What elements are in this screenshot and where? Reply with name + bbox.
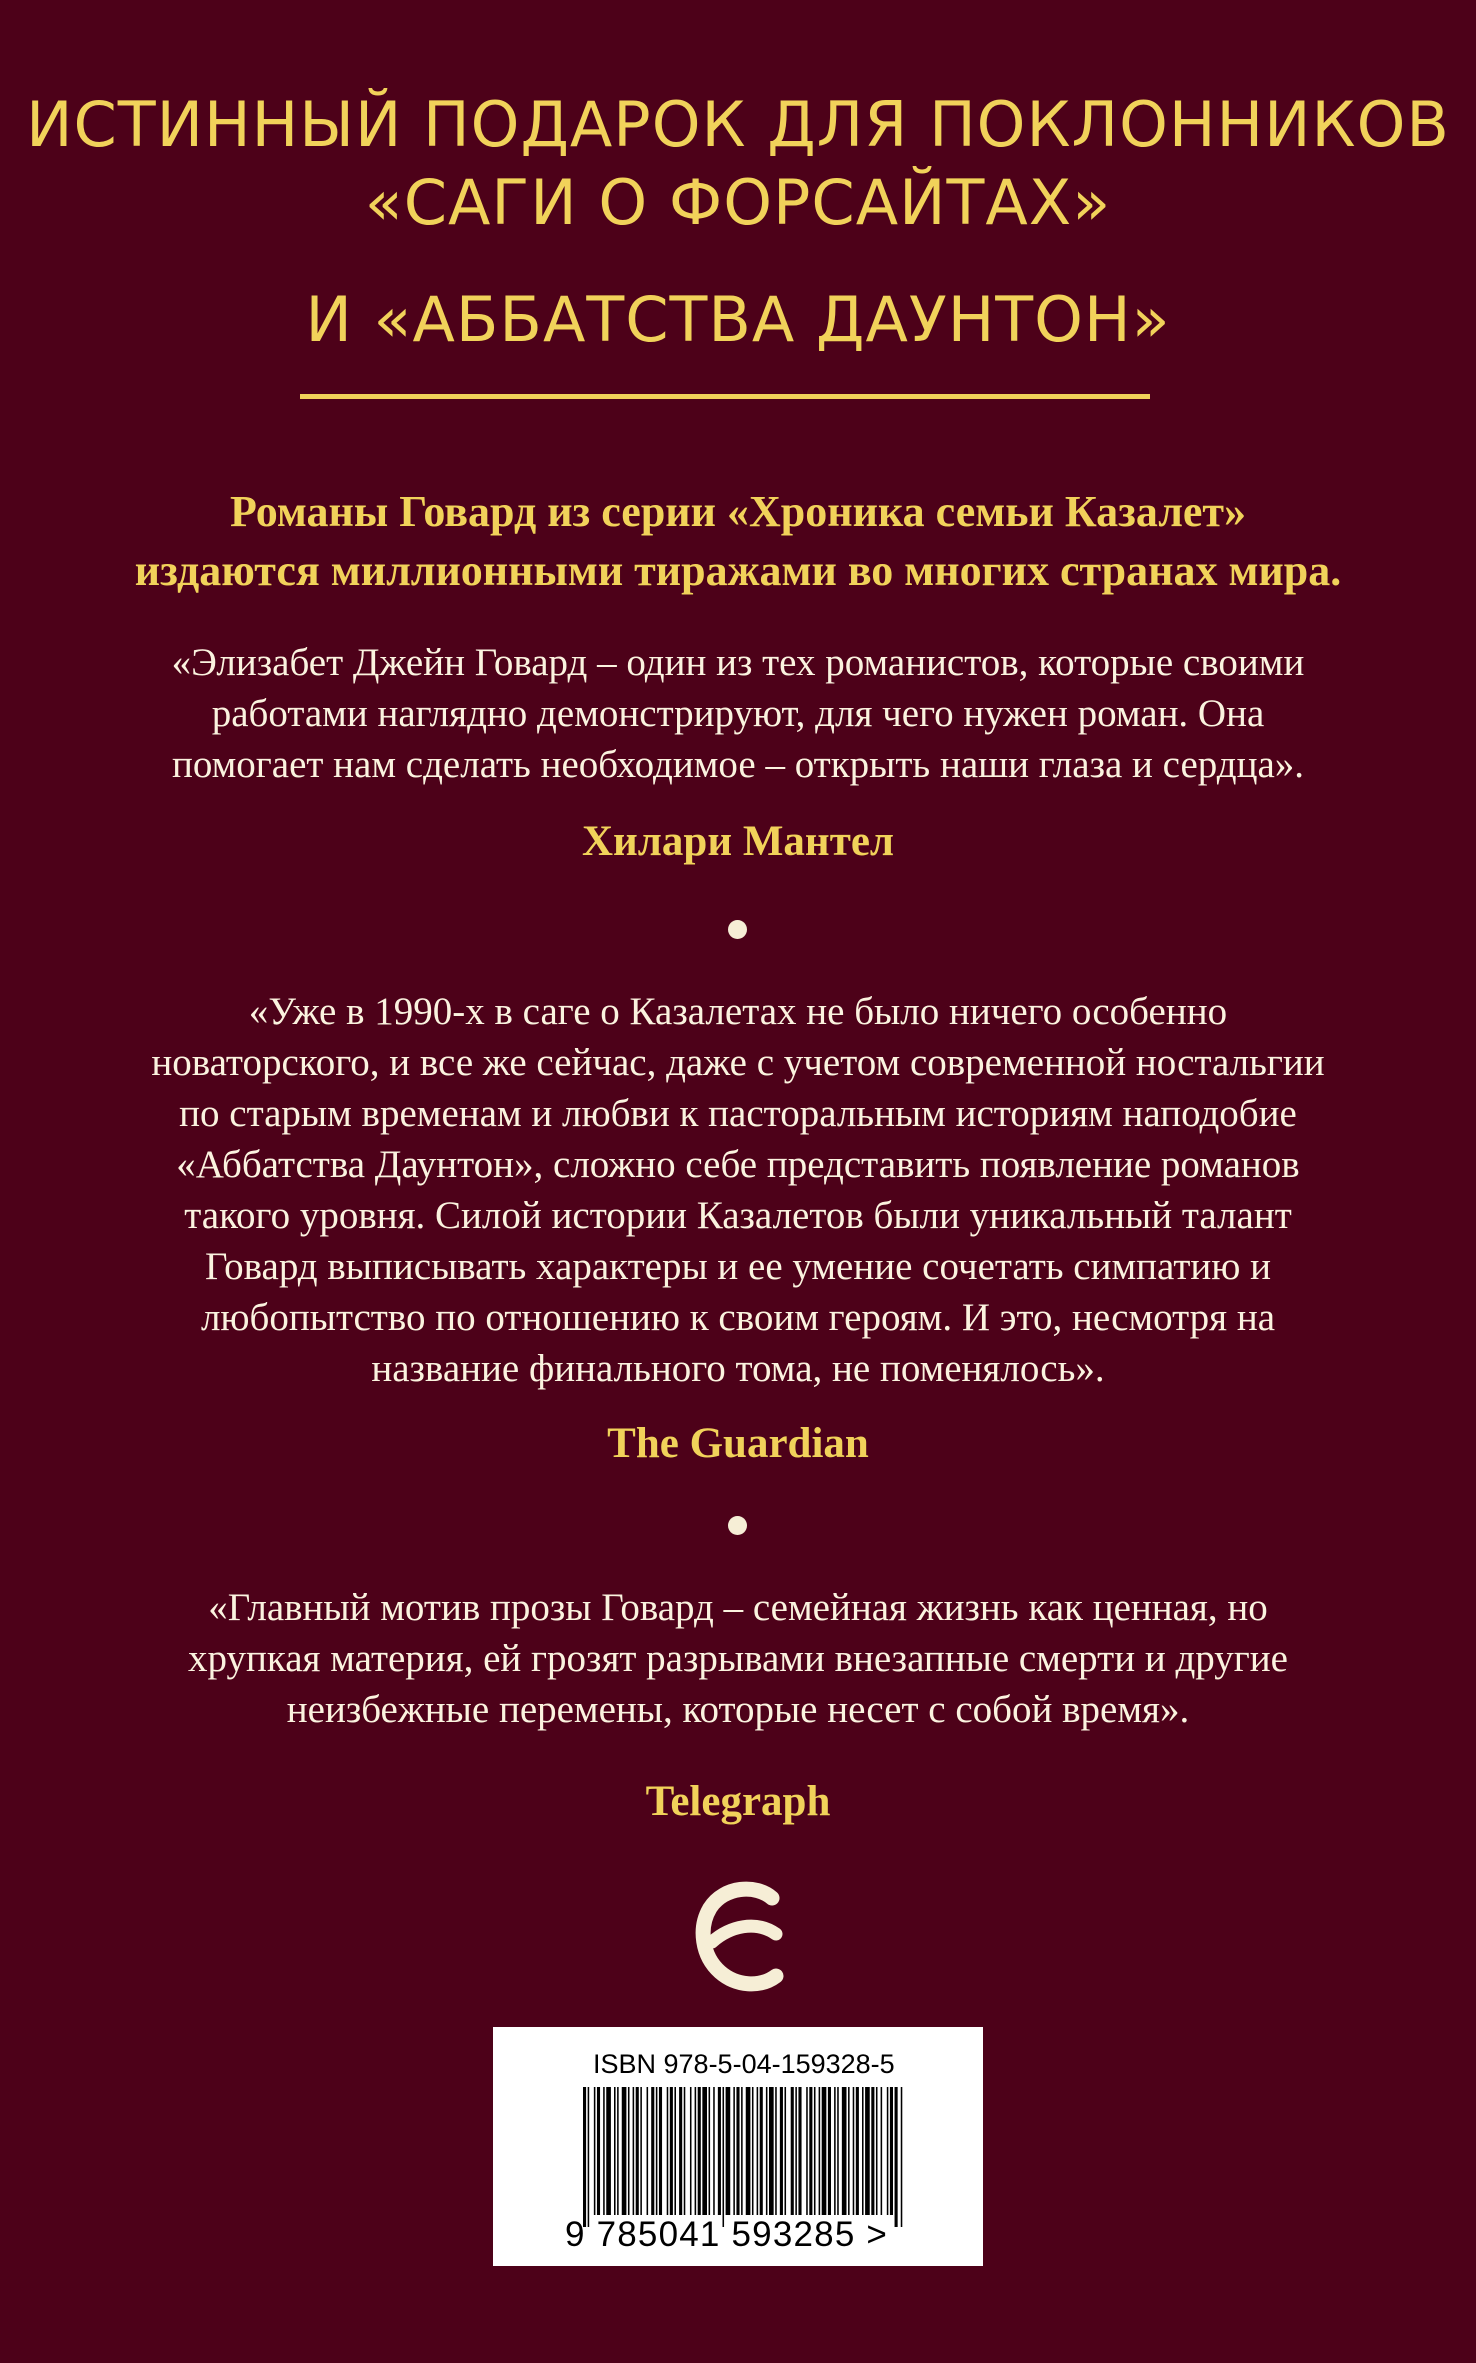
headline-line-2: «САГИ О ФОРСАЙТАХ» xyxy=(364,166,1112,239)
barcode-bar xyxy=(713,2087,715,2215)
barcode-bar xyxy=(837,2087,839,2215)
barcode-bar xyxy=(588,2087,590,2227)
barcode-bar xyxy=(834,2087,836,2215)
barcode-bar xyxy=(733,2087,735,2215)
headline-divider xyxy=(300,394,1150,399)
isbn-number: ISBN 978-5-04-159328-5 xyxy=(593,2049,895,2079)
barcode-bar xyxy=(856,2087,859,2215)
barcode-bar xyxy=(785,2087,787,2215)
review-2-line-1: «Уже в 1990-х в саге о Казалетах не было ничего особенно xyxy=(248,990,1228,1033)
barcode-bar xyxy=(695,2087,697,2215)
eksmo-e-logo-icon xyxy=(690,1880,790,2000)
review-3-line-2: хрупкая материя, ей грозят разрывами внезапные смерти и другие xyxy=(188,1637,1288,1680)
barcode-bar xyxy=(757,2087,759,2215)
review-1-quote xyxy=(60,637,1416,790)
barcode-bar xyxy=(766,2087,768,2215)
lead-line-1: Романы Говард из серии «Хроника семьи Казалет» xyxy=(229,487,1247,536)
barcode-bar xyxy=(614,2087,616,2215)
barcode-bar xyxy=(775,2087,777,2215)
barcode-bar xyxy=(617,2087,619,2215)
barcode-bar xyxy=(806,2087,808,2215)
barcode-bar xyxy=(684,2087,686,2215)
review-3-author: Telegraph xyxy=(645,1778,831,1825)
barcode-bar xyxy=(633,2087,635,2215)
dot-icon xyxy=(728,1516,747,1535)
barcode-bar xyxy=(769,2087,774,2215)
barcode-bar xyxy=(651,2087,654,2215)
review-3-line-1: «Главный мотив прозы Говард – семейная жизнь как ценная, но xyxy=(208,1586,1268,1629)
review-2-line-4: «Аббатства Даунтон», сложно себе представить появление романов xyxy=(176,1143,1300,1186)
barcode-bar xyxy=(809,2087,812,2215)
review-2-quote xyxy=(60,986,1416,1394)
barcode-bar xyxy=(628,2087,630,2215)
review-2-line-3: по старым временам и любви к пасторальным историям наподобие xyxy=(179,1092,1297,1135)
barcode-bar xyxy=(865,2087,870,2215)
review-2-line-8: название финального тома, не поменялось». xyxy=(371,1347,1105,1390)
barcode-bar xyxy=(798,2087,801,2215)
barcode-bar xyxy=(597,2087,600,2215)
review-2-line-2: новаторского, и все же сейчас, даже с учетом современной ностальгии xyxy=(151,1041,1325,1084)
barcode-bar xyxy=(876,2087,878,2215)
barcode-bar xyxy=(780,2087,783,2215)
barcode-bar xyxy=(723,2087,725,2227)
barcode-bar xyxy=(901,2087,903,2227)
barcode-bar xyxy=(746,2087,751,2215)
review-1-line-3: помогает нам сделать необходимое – открыть наши глаза и сердца». xyxy=(171,743,1305,786)
barcode-bar xyxy=(853,2087,855,2215)
barcode-bar xyxy=(862,2087,864,2215)
barcode-bar xyxy=(881,2087,883,2215)
barcode-bar xyxy=(667,2087,669,2215)
review-2-author: The Guardian xyxy=(607,1420,869,1467)
barcode-bar xyxy=(795,2087,797,2215)
barcode-bar xyxy=(760,2087,763,2215)
barcode-bar xyxy=(709,2087,711,2215)
barcode-bar xyxy=(647,2087,649,2215)
barcode-bar xyxy=(814,2087,816,2215)
review-1-line-2: работами наглядно демонстрируют, для чего нужен роман. Она xyxy=(211,692,1265,735)
barcode-bar xyxy=(656,2087,658,2215)
barcode-bar xyxy=(828,2087,831,2215)
barcode-bar xyxy=(702,2087,707,2215)
headline-line-3: И «АББАТСТВА ДАУНТОН» xyxy=(305,283,1171,356)
barcode-bar xyxy=(819,2087,821,2215)
barcode-bar xyxy=(887,2087,889,2215)
barcode-bar xyxy=(670,2087,673,2215)
barcode-bar xyxy=(736,2087,739,2215)
review-1-author: Хилари Мантел xyxy=(581,818,895,865)
barcode-bar xyxy=(726,2087,731,2215)
barcode-bars xyxy=(583,2087,903,2227)
barcode-bar xyxy=(698,2087,701,2215)
review-3-quote xyxy=(60,1582,1416,1735)
barcode-bar xyxy=(690,2087,692,2215)
review-2-line-6: Говард выписывать характеры и ее умение сочетать симпатию и xyxy=(204,1245,1271,1288)
headline-line-1: ИСТИННЫЙ ПОДАРОК ДЛЯ ПОКЛОННИКОВ xyxy=(26,88,1450,161)
barcode-box xyxy=(493,2027,983,2266)
barcode-bar xyxy=(741,2087,743,2215)
barcode-bar xyxy=(842,2087,847,2215)
barcode-bar xyxy=(583,2087,586,2227)
barcode-bar xyxy=(848,2087,850,2215)
barcode-bar xyxy=(718,2087,721,2215)
barcode-bar xyxy=(659,2087,662,2215)
barcode-bar xyxy=(636,2087,639,2215)
barcode-digits: 9 785041 593285 > xyxy=(565,2215,889,2254)
barcode-bar xyxy=(822,2087,827,2215)
barcode-bar xyxy=(622,2087,627,2215)
review-2-line-7: любопытство по отношению к своим героям. И это, несмотря на xyxy=(200,1296,1276,1339)
barcode-bar xyxy=(752,2087,754,2215)
barcode-bar xyxy=(895,2087,898,2227)
barcode-bar xyxy=(674,2087,676,2215)
barcode-bar xyxy=(640,2087,642,2215)
barcode-bar xyxy=(594,2087,596,2215)
review-1-line-1: «Элизабет Джейн Говард – один из тех романистов, которые своими xyxy=(171,641,1305,684)
barcode-bar xyxy=(606,2087,611,2215)
lead-line-2: издаются миллионными тиражами во многих странах мира. xyxy=(134,546,1342,595)
barcode-bar xyxy=(890,2087,893,2215)
barcode-bar xyxy=(679,2087,682,2215)
barcode-bar xyxy=(603,2087,605,2215)
barcode-bar xyxy=(791,2087,794,2215)
barcode-bar xyxy=(871,2087,874,2215)
review-3-line-3: неизбежные перемены, которые несет с собой время». xyxy=(286,1688,1190,1731)
review-2-line-5: такого уровня. Силой истории Казалетов были уникальный талант xyxy=(184,1194,1292,1237)
dot-icon xyxy=(728,920,747,939)
